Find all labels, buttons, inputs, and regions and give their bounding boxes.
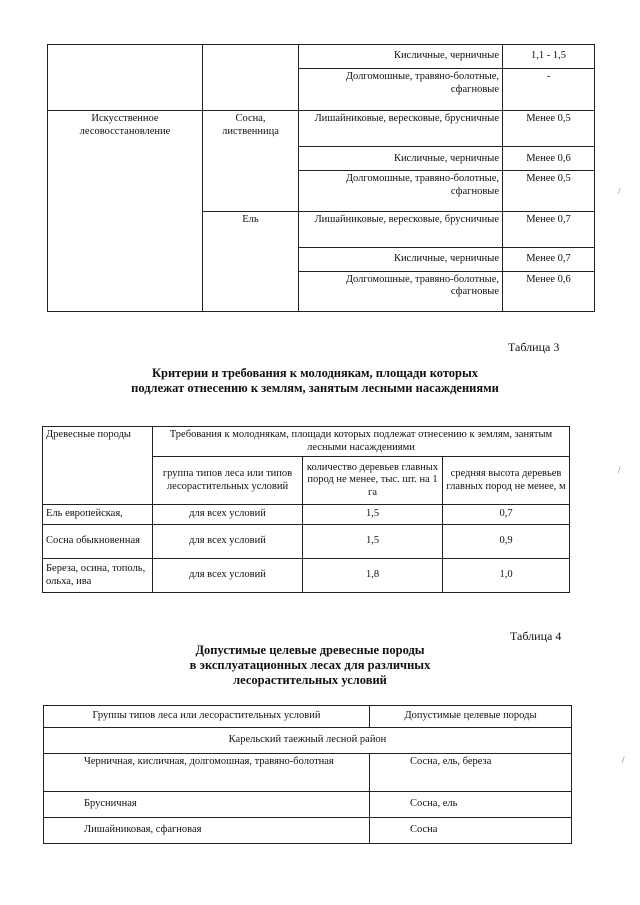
condition-cell: для всех условий bbox=[153, 505, 303, 525]
value-cell: Менее 0,7 bbox=[503, 247, 595, 271]
species-cell: Ель bbox=[203, 211, 299, 311]
title-line: Допустимые целевые древесные породы bbox=[195, 643, 425, 657]
species-cell: Сосна, лиственница bbox=[203, 111, 299, 211]
table-cell bbox=[48, 45, 203, 111]
forest-type-cell: Лишайниковые, вересковые, брусничные bbox=[299, 111, 503, 147]
value-cell: Менее 0,6 bbox=[503, 271, 595, 311]
table-cell bbox=[203, 45, 299, 111]
value-cell: Менее 0,5 bbox=[503, 111, 595, 147]
forest-type-cell: Кисличные, черничные bbox=[299, 247, 503, 271]
table-3-label: Таблица 3 bbox=[508, 340, 560, 354]
value-cell: Менее 0,5 bbox=[503, 171, 595, 211]
forest-group-cell: Лишайниковая, сфагновая bbox=[44, 818, 370, 844]
scan-mark: / bbox=[618, 186, 621, 196]
height-cell: 1,0 bbox=[443, 559, 570, 593]
title-line: в эксплуатационных лесах для различных bbox=[189, 658, 431, 672]
group-header: Требования к молоднякам, площади которых подлежат отнесению к землям, занятым лесными насаждениями bbox=[153, 427, 570, 457]
column-header: Древесные породы bbox=[43, 427, 153, 505]
value-cell: Менее 0,6 bbox=[503, 147, 595, 171]
column-header: Группы типов леса или лесорастительных условий bbox=[44, 706, 370, 728]
title-line: подлежат отнесению к землям, занятым лесными насаждениями bbox=[131, 381, 499, 395]
forest-type-cell: Долгомошные, травяно-болотные, сфагновые bbox=[299, 171, 503, 211]
forest-type-cell: Долгомошные, травяно-болотные, сфагновые bbox=[299, 69, 503, 111]
region-row: Карельский таежный лесной район bbox=[44, 728, 572, 754]
title-line: Критерии и требования к молоднякам, площади которых bbox=[151, 366, 479, 380]
young-stands-table bbox=[42, 426, 570, 593]
target-species-table bbox=[43, 705, 572, 844]
value-cell: 1,1 - 1,5 bbox=[503, 45, 595, 69]
column-header: количество деревьев главных пород не менее, тыс. шт. на 1 га bbox=[303, 457, 443, 505]
value-cell: Менее 0,7 bbox=[503, 211, 595, 247]
height-cell: 0,9 bbox=[443, 525, 570, 559]
scan-mark: / bbox=[618, 465, 621, 475]
forest-group-cell: Черничная, кисличная, долгомошная, травяно-болотная bbox=[44, 754, 370, 792]
title-line: лесорастительных условий bbox=[233, 673, 387, 687]
count-cell: 1,5 bbox=[303, 505, 443, 525]
forest-type-cell: Долгомошные, травяно-болотные, сфагновые bbox=[299, 271, 503, 311]
column-header: средняя высота деревьев главных пород не менее, м bbox=[443, 457, 570, 505]
table-4-title bbox=[120, 643, 500, 688]
column-header: Допустимые целевые породы bbox=[370, 706, 572, 728]
scan-mark: / bbox=[622, 755, 625, 765]
forest-group-cell: Брусничная bbox=[44, 792, 370, 818]
count-cell: 1,8 bbox=[303, 559, 443, 593]
target-species-cell: Сосна bbox=[370, 818, 572, 844]
forest-renewal-table bbox=[47, 44, 595, 312]
forest-type-cell: Кисличные, черничные bbox=[299, 147, 503, 171]
table-3-title bbox=[60, 366, 570, 396]
forest-type-cell: Кисличные, черничные bbox=[299, 45, 503, 69]
table-4-label: Таблица 4 bbox=[510, 629, 562, 643]
renewal-type-cell: Искусственное лесовосстановление bbox=[48, 111, 203, 312]
count-cell: 1,5 bbox=[303, 525, 443, 559]
target-species-cell: Сосна, ель bbox=[370, 792, 572, 818]
species-cell: Береза, осина, тополь, ольха, ива bbox=[43, 559, 153, 593]
species-cell: Ель европейская, bbox=[43, 505, 153, 525]
condition-cell: для всех условий bbox=[153, 559, 303, 593]
target-species-cell: Сосна, ель, береза bbox=[370, 754, 572, 792]
species-cell: Сосна обыкновенная bbox=[43, 525, 153, 559]
column-header: группа типов леса или типов лесорастительных условий bbox=[153, 457, 303, 505]
condition-cell: для всех условий bbox=[153, 525, 303, 559]
value-cell: - bbox=[503, 69, 595, 111]
height-cell: 0,7 bbox=[443, 505, 570, 525]
forest-type-cell: Лишайниковые, вересковые, брусничные bbox=[299, 211, 503, 247]
